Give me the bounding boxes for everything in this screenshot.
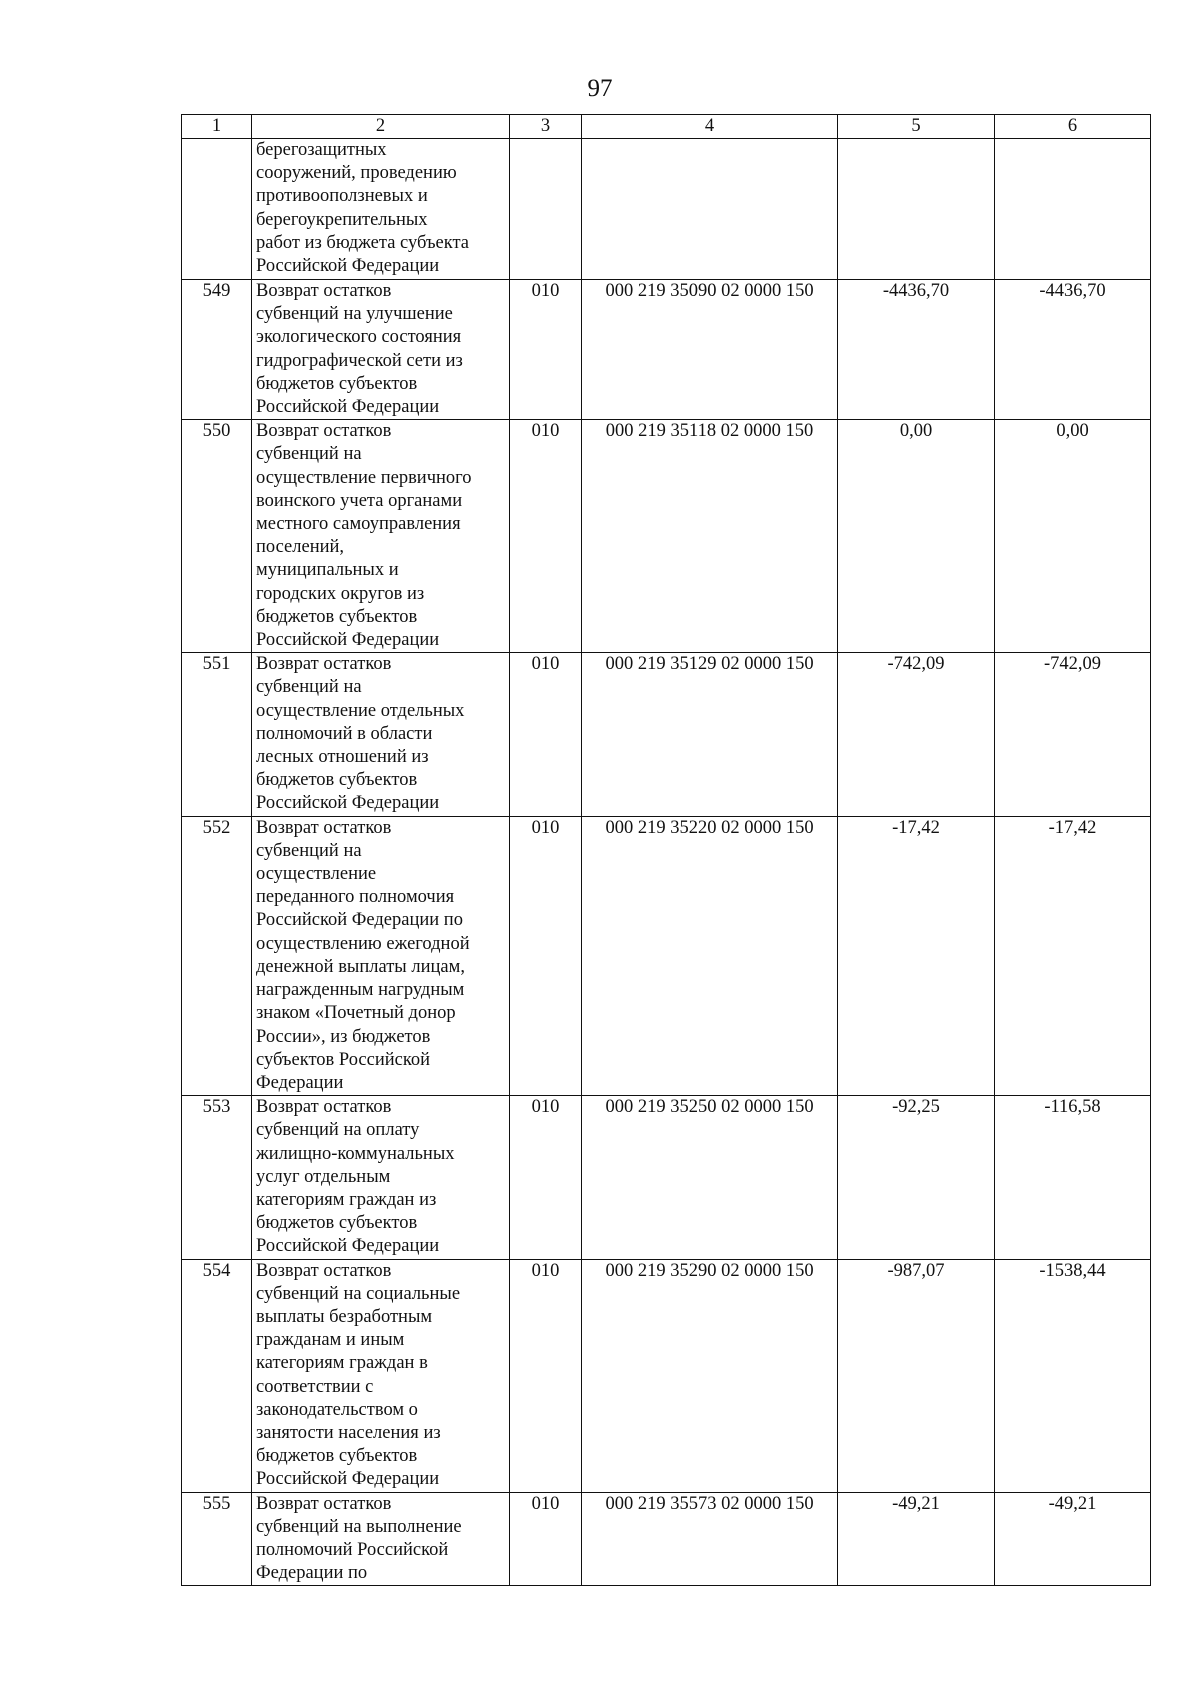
row-code: 010 <box>510 816 582 1095</box>
table-row <box>182 280 1151 420</box>
row-code: 010 <box>510 420 582 653</box>
column-header-4: 4 <box>582 115 838 139</box>
row-code: 010 <box>510 1096 582 1259</box>
row-value-5: -987,07 <box>838 1259 995 1492</box>
row-name: Возврат остатков субвенций на социальные выплаты безработным гражданам и иным категориям граждан в соответствии с законодательством о занятости населения из бюджетов субъектов Российской Федерации <box>252 1259 510 1492</box>
row-kbk: 000 219 35090 02 0000 150 <box>582 280 838 420</box>
row-name: Возврат остатков субвенций на осуществление первичного воинского учета органами местного самоуправления поселений, муниципальных и городских округов из бюджетов субъектов Российской Федерации <box>252 420 510 653</box>
table-row <box>182 420 1151 653</box>
row-value-5: -17,42 <box>838 816 995 1095</box>
table-row <box>182 1259 1151 1492</box>
row-name: Возврат остатков субвенций на улучшение экологического состояния гидрографической сети из бюджетов субъектов Российской Федерации <box>252 280 510 420</box>
row-number: 553 <box>182 1096 252 1259</box>
row-value-6: -742,09 <box>995 653 1151 816</box>
row-number: 552 <box>182 816 252 1095</box>
table-row <box>182 1492 1151 1586</box>
column-header-2: 2 <box>252 115 510 139</box>
row-value-6: -1538,44 <box>995 1259 1151 1492</box>
table-row <box>182 139 1151 280</box>
row-value-6: -17,42 <box>995 816 1151 1095</box>
row-number: 551 <box>182 653 252 816</box>
column-header-5: 5 <box>838 115 995 139</box>
row-kbk: 000 219 35250 02 0000 150 <box>582 1096 838 1259</box>
row-code: 010 <box>510 280 582 420</box>
row-value-5: -742,09 <box>838 653 995 816</box>
row-name: Возврат остатков субвенций на оплату жилищно-коммунальных услуг отдельным категориям граждан из бюджетов субъектов Российской Федерации <box>252 1096 510 1259</box>
column-header-6: 6 <box>995 115 1151 139</box>
row-value-5: -4436,70 <box>838 280 995 420</box>
row-code: 010 <box>510 1259 582 1492</box>
row-number: 550 <box>182 420 252 653</box>
row-code: 010 <box>510 653 582 816</box>
table-row <box>182 653 1151 816</box>
page-number: 97 <box>587 75 613 102</box>
row-number <box>182 139 252 280</box>
table-row <box>182 816 1151 1095</box>
row-value-6: -49,21 <box>995 1492 1151 1586</box>
row-number: 554 <box>182 1259 252 1492</box>
row-value-5: 0,00 <box>838 420 995 653</box>
column-header-3: 3 <box>510 115 582 139</box>
column-header-1: 1 <box>182 115 252 139</box>
table-body <box>182 139 1151 1586</box>
row-kbk: 000 219 35290 02 0000 150 <box>582 1259 838 1492</box>
row-value-5: -92,25 <box>838 1096 995 1259</box>
row-name: Возврат остатков субвенций на осуществление переданного полномочия Российской Федерации по осуществлению ежегодной денежной выплаты лицам, награжденным нагрудным знаком «Почетный донор России», из бюджетов субъектов Российской Федерации <box>252 816 510 1095</box>
table-header <box>182 115 1151 139</box>
row-kbk <box>582 139 838 280</box>
row-name: Возврат остатков субвенций на выполнение полномочий Российской Федерации по <box>252 1492 510 1586</box>
header-row <box>182 115 1151 139</box>
row-value-6: -116,58 <box>995 1096 1151 1259</box>
row-kbk: 000 219 35573 02 0000 150 <box>582 1492 838 1586</box>
row-kbk: 000 219 35129 02 0000 150 <box>582 653 838 816</box>
table-row <box>182 1096 1151 1259</box>
row-value-5: -49,21 <box>838 1492 995 1586</box>
row-value-5 <box>838 139 995 280</box>
row-value-6: 0,00 <box>995 420 1151 653</box>
row-code <box>510 139 582 280</box>
row-value-6 <box>995 139 1151 280</box>
row-number: 549 <box>182 280 252 420</box>
budget-table <box>181 114 1151 1586</box>
row-value-6: -4436,70 <box>995 280 1151 420</box>
row-number: 555 <box>182 1492 252 1586</box>
row-name: берегозащитных сооружений, проведению противооползневых и берегоукрепительных работ из бюджета субъекта Российской Федерации <box>252 139 510 280</box>
row-kbk: 000 219 35118 02 0000 150 <box>582 420 838 653</box>
row-kbk: 000 219 35220 02 0000 150 <box>582 816 838 1095</box>
row-name: Возврат остатков субвенций на осуществление отдельных полномочий в области лесных отношений из бюджетов субъектов Российской Федерации <box>252 653 510 816</box>
row-code: 010 <box>510 1492 582 1586</box>
